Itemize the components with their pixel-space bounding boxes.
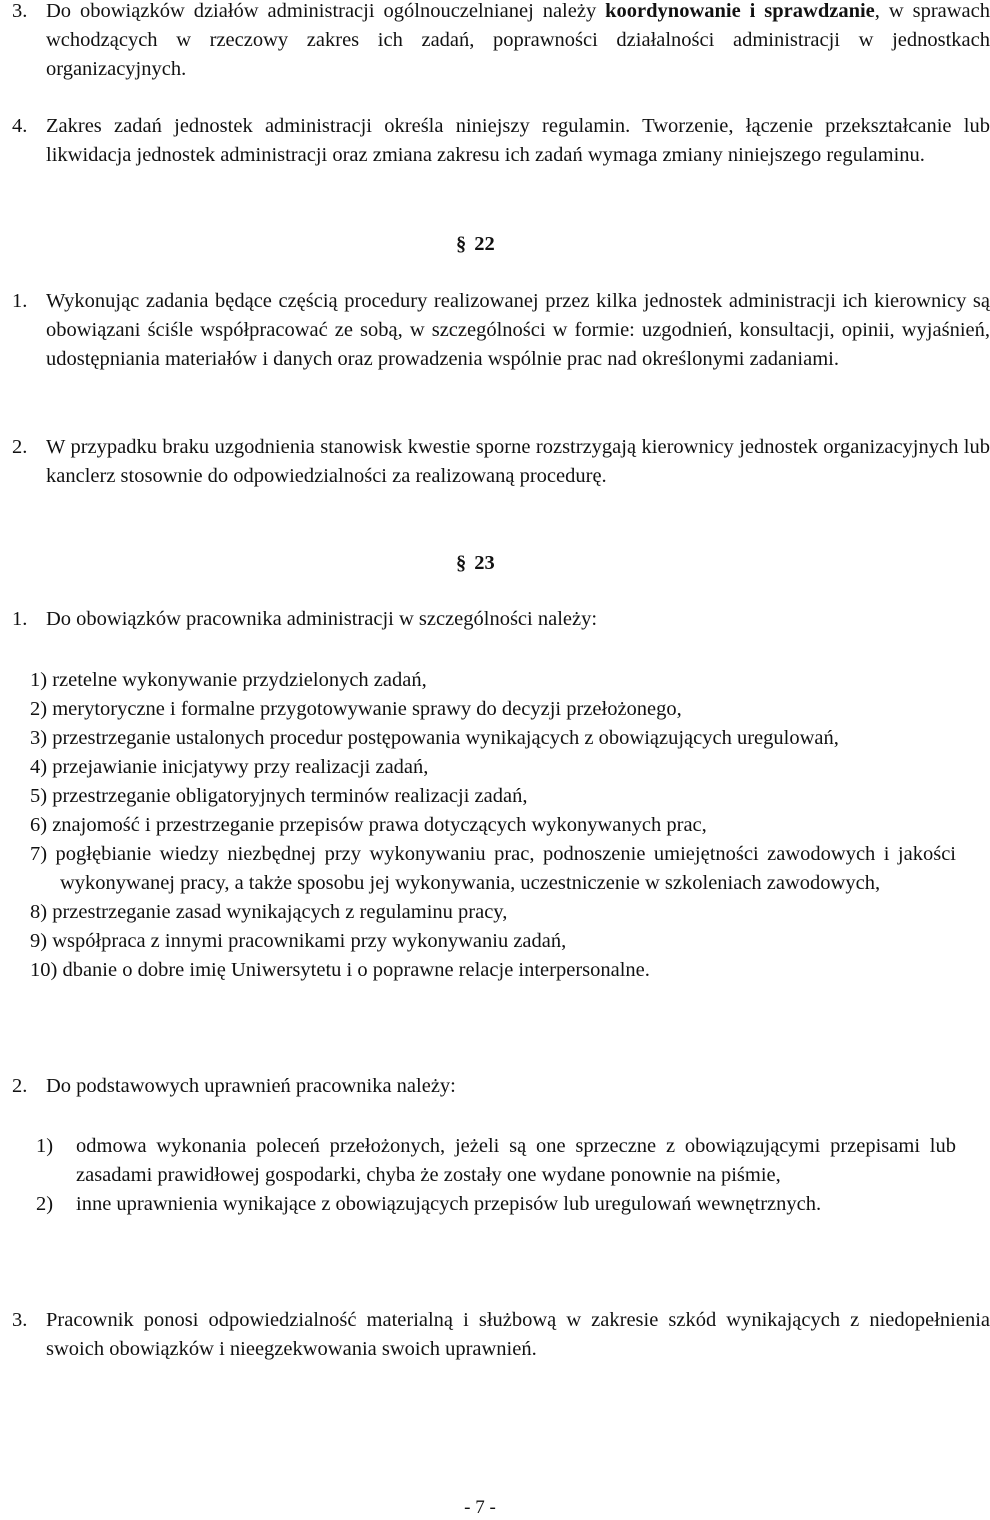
section23-paragraph-3: [12, 1306, 990, 1364]
paragraph-4: [12, 112, 990, 170]
list-item: 3) przestrzeganie ustalonych procedur postępowania wynikających z obowiązujących uregulowań,: [30, 727, 839, 749]
paragraph-number: 3.: [12, 1309, 28, 1331]
paragraph-number: 4.: [12, 115, 28, 137]
list-item: 8) przestrzeganie zasad wynikających z regulaminu pracy,: [30, 901, 508, 923]
list-item: 5) przestrzeganie obligatoryjnych terminów realizacji zadań,: [30, 785, 528, 807]
list-item-number: 1): [36, 1135, 54, 1157]
list-item-text: inne uprawnienia wynikające z obowiązujących przepisów lub uregulowań wewnętrznych.: [76, 1193, 822, 1215]
list-item: [36, 1190, 956, 1219]
paragraph-text: Do podstawowych uprawnień pracownika należy:: [46, 1075, 456, 1097]
paragraph-text: Pracownik ponosi odpowiedzialność materialną i służbową w zakresie szkód wynikających z niedopełnienia swoich obowiązków i nieegzekwowania swoich uprawnień.: [46, 1309, 990, 1360]
section22-paragraph-1: [12, 287, 990, 374]
paragraph-text: W przypadku braku uzgodnienia stanowisk kwestie sporne rozstrzygają kierownicy jednostek organizacyjnych lub kanclerz stosownie do odpowiedzialności za realizowaną procedurę.: [46, 436, 990, 487]
section-heading-23: [456, 549, 536, 578]
paragraph-text: Wykonując zadania będące częścią procedury realizowanej przez kilka jednostek administracji ich kierownicy są obowiązani ściśle współpracować ze sobą, w szczególności w formie: uzgodnień, konsultacji, opinii, wyjaśnień, udostępniania materiałów i danych oraz prowadzenia wspólnie prac nad określonymi zadaniami.: [46, 290, 990, 370]
paragraph-text-end: , w sprawach wchodzących w rzeczowy zakres ich zadań, poprawności działalności administracji w jednostkach organizacyjnych.: [46, 0, 990, 80]
section-heading-22: [456, 230, 536, 259]
list-item: 2) merytoryczne i formalne przygotowywanie sprawy do decyzji przełożonego,: [30, 698, 682, 720]
list-item: 10) dbanie o dobre imię Uniwersytetu i o poprawne relacje interpersonalne.: [30, 959, 650, 981]
list-item: 4) przejawianie inicjatywy przy realizacji zadań,: [30, 756, 429, 778]
paragraph-text: Zakres zadań jednostek administracji określa niniejszy regulamin. Tworzenie, łączenie przekształcanie lub likwidacja jednostek administracji oraz zmiana zakresu ich zadań wymaga zmiany niniejszego regulaminu.: [46, 115, 990, 166]
section23-paragraph-1: [12, 605, 990, 634]
section23-paragraph-2: [12, 1072, 990, 1101]
list-item: 7) pogłębianie wiedzy niezbędnej przy wykonywaniu prac, podnoszenie umiejętności zawodowych i jakości wykonywanej pracy, a także sposobu jej wykonywania, uczestniczenie w szkoleniach zawodowych,: [30, 843, 956, 894]
list-item-text: odmowa wykonania poleceń przełożonych, jeżeli są one sprzeczne z obowiązującymi przepisami lub zasadami prawidłowej gospodarki, chyba że zostały one wydane ponownie na piśmie,: [76, 1135, 956, 1186]
rights-list: [36, 1132, 956, 1219]
paragraph-text: Do obowiązków działów administracji ogólnouczelnianej należy: [46, 0, 606, 22]
paragraph-number: 3.: [12, 0, 28, 22]
paragraph-number: 1.: [12, 290, 28, 312]
section-number: 22: [474, 233, 495, 255]
list-item: 9) współpraca z innymi pracownikami przy wykonywaniu zadań,: [30, 930, 567, 952]
list-item: [36, 1132, 956, 1190]
section-number: 23: [474, 552, 495, 574]
section-symbol: §: [456, 552, 467, 574]
list-item: 1) rzetelne wykonywanie przydzielonych zadań,: [30, 669, 427, 691]
page-number: - 7 -: [464, 1497, 496, 1518]
paragraph-text: Do obowiązków pracownika administracji w szczególności należy:: [46, 608, 598, 630]
paragraph-number: 2.: [12, 1075, 28, 1097]
section-symbol: §: [456, 233, 467, 255]
paragraph-number: 1.: [12, 608, 28, 630]
duties-list: [30, 666, 956, 985]
section22-paragraph-2: [12, 433, 990, 491]
paragraph-bold-text: koordynowanie i sprawdzanie: [605, 0, 875, 22]
paragraph-3: [12, 0, 990, 84]
paragraph-number: 2.: [12, 436, 28, 458]
list-item: 6) znajomość i przestrzeganie przepisów prawa dotyczących wykonywanych prac,: [30, 814, 707, 836]
list-item-number: 2): [36, 1193, 54, 1215]
